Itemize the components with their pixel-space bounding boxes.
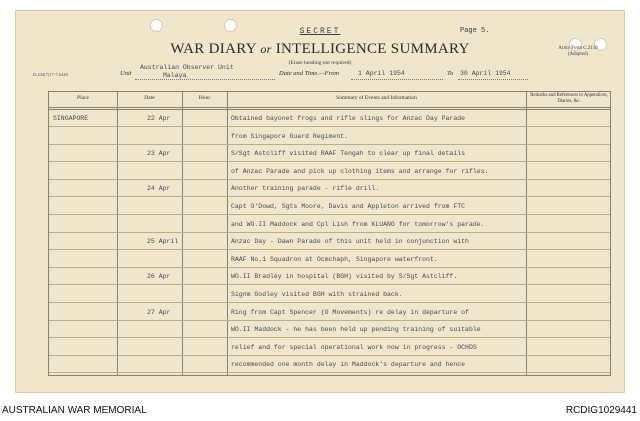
date-from-underline (351, 79, 443, 80)
col-header-date: Date (144, 95, 155, 101)
row-rule (49, 337, 610, 338)
cell-summary: from Singapore Guard Regiment. (231, 132, 349, 140)
title-main: WAR DIARY (170, 41, 257, 57)
row-rule (49, 320, 610, 321)
footer-credit: AUSTRALIAN WAR MEMORIAL (2, 405, 147, 416)
unit-line1: Australian Observer Unit (140, 64, 234, 71)
col-divider (526, 92, 527, 375)
page-title (15, 41, 625, 58)
cell-summary: WO.II Bradley in hospital (BGH) visited by S/Sgt Astcliff. (231, 273, 458, 281)
unit-label: Unit (120, 70, 132, 77)
col-header-remarks: Remarks and References to Appendices, Diaries, &c. (530, 93, 608, 104)
row-rule (49, 126, 610, 127)
row-rule (49, 355, 610, 356)
cell-summary: Another training parade - rifle drill. (231, 185, 380, 193)
date-to-value: 30 April 1954 (460, 70, 511, 77)
col-header-place: Place (77, 95, 89, 101)
page-number: Page 5. (460, 27, 490, 35)
diary-sheet (15, 10, 625, 393)
row-rule (49, 249, 610, 250)
cell-summary: of Anzac Parade and pick up clothing items and arrange for rifles. (231, 167, 489, 175)
cell-summary: relief and for special operational work now in progress - OCHDS (231, 343, 477, 351)
cell-place: SINGAPORE (53, 115, 89, 122)
cell-summary: WO.II Maddock - he has been held up pending training of suitable (231, 326, 481, 334)
form-reference (538, 46, 618, 58)
date-from-label: Date and Time.—From (279, 70, 339, 77)
cell-date: 25 April (147, 238, 179, 246)
unit-underline (135, 79, 275, 80)
cell-date: 27 Apr (147, 308, 171, 316)
print-reference: D.444(7)17-7.6448 (33, 72, 68, 77)
row-rule (49, 179, 610, 180)
col-divider (227, 92, 228, 375)
cell-summary: Ring from Capt Spencer (O Movements) re delay in departure of (231, 308, 469, 316)
row-rule (49, 214, 610, 215)
footer-id: RCDIG1029441 (565, 405, 637, 416)
row-rule (49, 267, 610, 268)
cell-date: 22 Apr (147, 115, 171, 122)
form-ref-line1: Army Form C.2118 (558, 46, 598, 51)
row-rule (49, 372, 610, 373)
date-from-value: 1 April 1954 (358, 70, 405, 77)
col-divider (117, 92, 118, 375)
diary-table (48, 91, 611, 376)
subtitle: (Erase heading not required) (288, 60, 352, 66)
row-rule (49, 284, 610, 285)
header-rule (49, 109, 610, 110)
cell-summary: recommended one month delay in Maddock's departure and hence (231, 361, 466, 369)
col-header-hour: Hour (198, 95, 211, 101)
cell-summary: S/Sgt Astcliff visited RAAF Tengah to clear up final details (231, 150, 466, 158)
cell-summary: RAAF No.1 Squadron at Ocmchaph, Singapore waterfront. (231, 255, 438, 263)
header-rule (49, 107, 610, 108)
col-divider (182, 92, 183, 375)
cell-summary: Signm Godley visited BGH with strained back. (231, 291, 403, 298)
cell-summary: and WO.II Maddock and Cpl Lish from KLUANG for tomorrow's parade. (231, 220, 485, 228)
cell-date: 26 Apr (147, 273, 171, 281)
cell-summary: Capt O'Dowd, Sgts Moore, Davis and Appleton arrived from FTC (231, 203, 466, 210)
cell-summary: Anzac Day - Dawn Parade of this unit held in conjunction with (231, 238, 469, 246)
date-to-underline (458, 79, 528, 80)
form-ref-line2: (Adapted) (567, 52, 589, 57)
row-rule (49, 161, 610, 162)
cell-date: 24 Apr (147, 185, 171, 193)
row-rule (49, 144, 610, 145)
row-rule (49, 196, 610, 197)
row-rule (49, 302, 610, 303)
date-to-label: To (447, 70, 454, 77)
row-rule (49, 232, 610, 233)
cell-summary: Obtained bayonet frogs and rifle slings for Anzac Day Parade (231, 115, 466, 122)
cell-date: 23 Apr (147, 150, 171, 158)
classification-stamp: SECRET (299, 27, 341, 36)
unit-line2: Malaya (163, 72, 187, 79)
title-rest: INTELLIGENCE SUMMARY (275, 41, 470, 57)
col-header-summary: Summary of Events and Information (336, 95, 417, 101)
title-or: or (260, 42, 272, 56)
